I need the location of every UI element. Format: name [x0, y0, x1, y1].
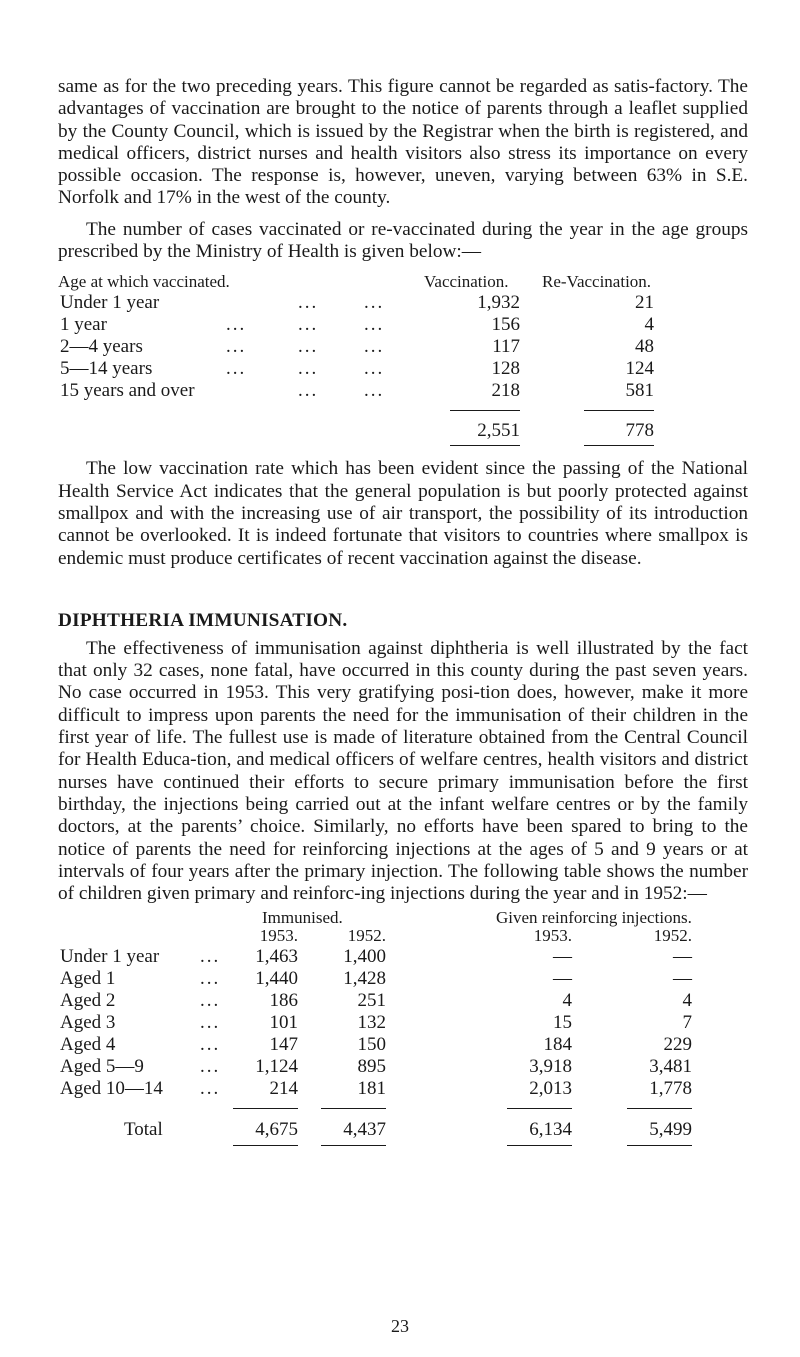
table-row: [58, 1078, 748, 1099]
reinforcing-1952-total: 5,499: [649, 1119, 692, 1141]
reinforcing-1952: 1,778: [649, 1078, 692, 1100]
vaccination-total: 2,551: [477, 420, 520, 442]
low-rate-paragraph: The low vaccination rate which has been evident since the passing of the National Health Service Act indicates that the general population is but poorly protected against smallpox and with the increasing use of air transport, the possibility of its introduction cannot be overlooked. It is indeed fortunate that visitors to countries where smallpox is endemic must produce certificates of recent vaccination against the disease.: [58, 458, 748, 569]
revaccination-value: 48: [635, 336, 654, 358]
table-row: [58, 380, 748, 401]
reinforcing-1953: 3,918: [529, 1056, 572, 1078]
leader-dots: ...: [364, 292, 385, 314]
immunised-1953: 147: [269, 1034, 298, 1056]
row-label: Aged 10—14: [60, 1078, 163, 1100]
row-label: 15 years and over: [60, 380, 195, 402]
row-label: 2—4 years: [60, 336, 143, 358]
leader-dots: ...: [364, 314, 385, 336]
total-rule: [507, 1108, 572, 1109]
total-rule: [321, 1108, 386, 1109]
total-rule: [584, 410, 654, 411]
row-label: Under 1 year: [60, 946, 160, 968]
immunised-1952: 251: [357, 990, 386, 1012]
total-rule: [627, 1145, 692, 1146]
immunised-1953: 1,440: [255, 968, 298, 990]
header-immunised: Immunised.: [262, 908, 343, 928]
table-row: [58, 336, 748, 357]
leader-dots: ...: [364, 358, 385, 380]
reinforcing-1953: 2,013: [529, 1078, 572, 1100]
total-label: Total: [124, 1119, 163, 1141]
leader-dots: ...: [200, 946, 221, 968]
row-label: Aged 3: [60, 1012, 116, 1034]
reinforcing-1952: 3,481: [649, 1056, 692, 1078]
leader-dots: ...: [298, 292, 319, 314]
leader-dots: ...: [226, 358, 247, 380]
immunisation-table: [58, 908, 748, 1258]
row-label: Under 1 year: [60, 292, 160, 314]
reinforcing-1953: 15: [553, 1012, 572, 1034]
header-age: Age at which vaccinated.: [58, 272, 230, 292]
year-header: 1953.: [533, 926, 572, 946]
leader-dots: ...: [364, 380, 385, 402]
leader-dots: ...: [298, 380, 319, 402]
table-row: [58, 946, 748, 967]
reinforcing-1952: —: [673, 946, 692, 968]
year-header: 1953.: [259, 926, 298, 946]
immunised-1952: 895: [357, 1056, 386, 1078]
immunised-1953: 214: [269, 1078, 298, 1100]
table-row: [58, 1012, 748, 1033]
leader-dots: ...: [298, 358, 319, 380]
leader-dots: ...: [200, 990, 221, 1012]
reinforcing-1953: 184: [543, 1034, 572, 1056]
header-reinforcing: Given reinforcing injections.: [496, 908, 692, 928]
total-rule: [507, 1145, 572, 1146]
header-vaccination: Vaccination.: [424, 272, 509, 292]
immunised-1952: 132: [357, 1012, 386, 1034]
table-row: [58, 314, 748, 335]
header-revaccination: Re-Vaccination.: [542, 272, 652, 292]
total-rule: [627, 1108, 692, 1109]
table-row: [58, 1056, 748, 1077]
immunised-1953: 186: [269, 990, 298, 1012]
row-label: Aged 2: [60, 990, 116, 1012]
page-content: [58, 76, 748, 1258]
total-rule: [233, 1145, 298, 1146]
total-row: [58, 1119, 748, 1140]
leader-dots: ...: [200, 1078, 221, 1100]
immunised-1953-total: 4,675: [255, 1119, 298, 1141]
reinforcing-1953: —: [553, 946, 572, 968]
table-row: [58, 1034, 748, 1055]
row-label: 5—14 years: [60, 358, 153, 380]
immunised-1952: 1,428: [343, 968, 386, 990]
revaccination-value: 21: [635, 292, 654, 314]
total-rule: [450, 445, 520, 446]
immunised-1952: 181: [357, 1078, 386, 1100]
vaccination-value: 128: [491, 358, 520, 380]
immunised-1953: 1,124: [255, 1056, 298, 1078]
total-rule: [321, 1145, 386, 1146]
leader-dots: ...: [298, 314, 319, 336]
vaccination-value: 156: [491, 314, 520, 336]
leader-dots: ...: [200, 1012, 221, 1034]
table-row: [58, 292, 748, 313]
reinforcing-1952: 7: [682, 1012, 692, 1034]
leader-dots: ...: [200, 968, 221, 990]
reinforcing-1953-total: 6,134: [529, 1119, 572, 1141]
revaccination-value: 581: [625, 380, 654, 402]
immunised-1953: 101: [269, 1012, 298, 1034]
reinforcing-1953: 4: [562, 990, 572, 1012]
leader-dots: ...: [226, 336, 247, 358]
immunised-1952: 1,400: [343, 946, 386, 968]
row-label: Aged 5—9: [60, 1056, 144, 1078]
reinforcing-1952: 4: [682, 990, 692, 1012]
row-label: 1 year: [60, 314, 107, 336]
row-label: Aged 1: [60, 968, 116, 990]
total-rule: [233, 1108, 298, 1109]
leader-dots: ...: [364, 336, 385, 358]
reinforcing-1952: 229: [663, 1034, 692, 1056]
vaccination-value: 218: [491, 380, 520, 402]
revaccination-value: 124: [625, 358, 654, 380]
vaccination-table: [58, 272, 748, 442]
section-title: DIPHTHERIA IMMUNISATION.: [58, 609, 348, 631]
revaccination-total: 778: [625, 420, 654, 442]
vaccination-lead: The number of cases vaccinated or re-vaccinated during the year in the age groups prescribed by the Ministry of Health is given below:—: [58, 218, 748, 263]
leader-dots: ...: [226, 314, 247, 336]
leader-dots: ...: [200, 1056, 221, 1078]
total-row: [58, 420, 748, 441]
table-row: [58, 990, 748, 1011]
reinforcing-1952: —: [673, 968, 692, 990]
leader-dots: ...: [298, 336, 319, 358]
immunised-1952: 150: [357, 1034, 386, 1056]
diphtheria-paragraph: The effectiveness of immunisation against diphtheria is well illustrated by the fact that only 32 cases, none fatal, have occurred in this county during the past seven years. No case occurred in 1953. This very gratifying posi-tion does, however, make it more difficult to impress upon parents the need for the immunisation of their children in the first year of life. The fullest use is made of literature obtained from the Central Council for Health Educa-tion, and medical officers of welfare centres, health visitors and district nurses have continued their efforts to secure primary immunisation before the first birthday, the injections being carried out at the infant welfare centres or by the family doctors, at the parents’ choice. Similarly, no efforts have been spared to bring to the notice of parents the need for reinforcing injections at the ages of 5 and 9 years or at intervals of four years after the primary injection. The following table shows the number of children given primary and reinforc-ing injections during the year and in 1952:—: [58, 637, 748, 905]
immunised-1953: 1,463: [255, 946, 298, 968]
vaccination-value: 1,932: [477, 292, 520, 314]
vaccination-value: 117: [492, 336, 520, 358]
row-label: Aged 4: [60, 1034, 116, 1056]
leader-dots: ...: [200, 1034, 221, 1056]
page-number: 23: [391, 1316, 409, 1336]
immunised-1952-total: 4,437: [343, 1119, 386, 1141]
table-row: [58, 358, 748, 379]
total-rule: [584, 445, 654, 446]
reinforcing-1953: —: [553, 968, 572, 990]
intro-paragraph: same as for the two preceding years. This figure cannot be regarded as satis-factory. The advantages of vaccination are brought to the notice of parents through a leaflet supplied by the County Council, which is issued by the Registrar when the birth is registered, and medical officers, district nurses and health visitors also stress its importance on every possible occasion. The response is, however, uneven, varying between 63% in S.E. Norfolk and 17% in the west of the county.: [58, 76, 748, 209]
total-rule: [450, 410, 520, 411]
table-row: [58, 968, 748, 989]
year-header: 1952.: [653, 926, 692, 946]
year-header: 1952.: [347, 926, 386, 946]
revaccination-value: 4: [644, 314, 654, 336]
